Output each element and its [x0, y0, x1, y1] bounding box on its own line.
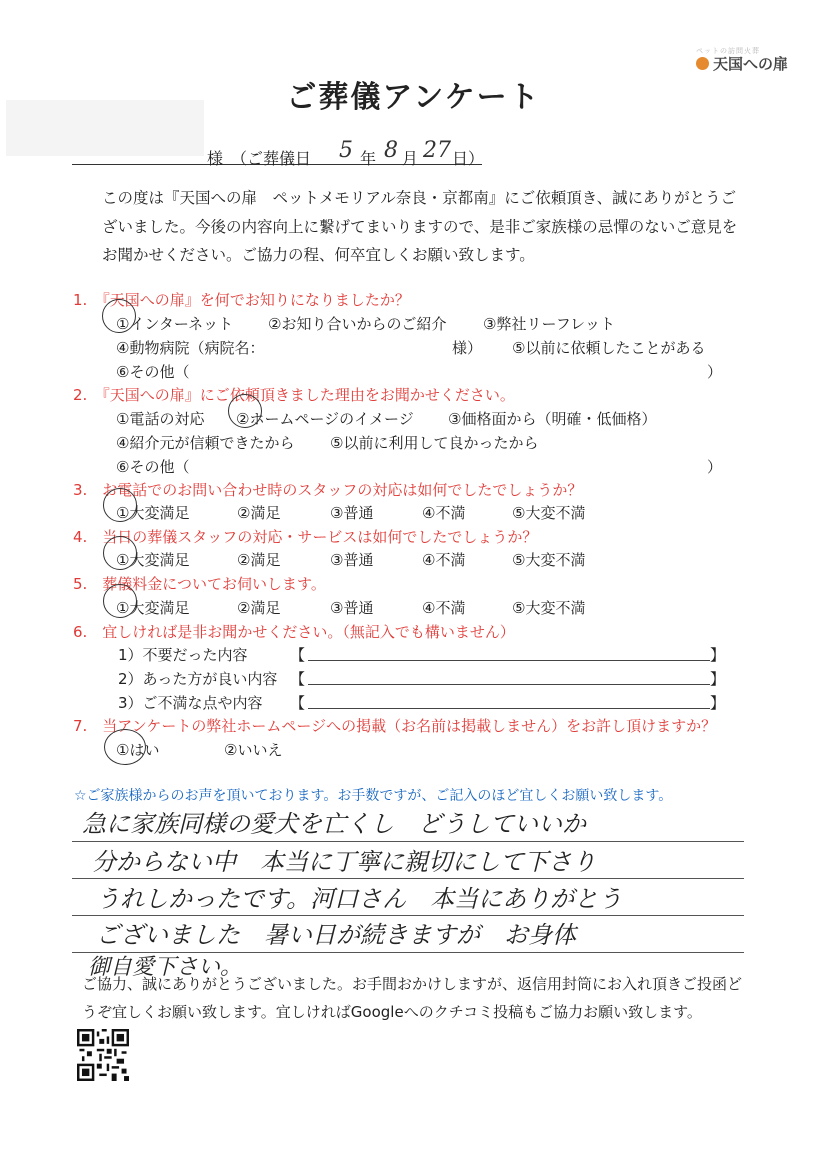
- footer-message: ご協力、誠にありがとうございました。お手間おかけしますが、返信用封筒にお入れ頂きご投函どうぞ宜しくお願い致します。宜しければGoogleへのクチコミ投稿もご協力お願い致します。: [82, 975, 743, 1021]
- q4-rating-satisfied[interactable]: ②満足: [237, 551, 281, 569]
- q2-other-close: ）: [707, 458, 723, 476]
- q3-rating-very-dissatisfied[interactable]: ⑤大変不満: [512, 504, 586, 522]
- question-6: 6. 宜しければ是非お聞かせください。（無記入でも構いません）: [73, 623, 515, 641]
- brand-logo: [696, 54, 788, 72]
- q1-other-close: ）: [707, 363, 723, 381]
- q3-rating-dissatisfied[interactable]: ④不満: [422, 504, 466, 522]
- q2-option-trust[interactable]: ④紹介元が信頼できたから: [116, 434, 295, 452]
- q4-rating-dissatisfied[interactable]: ④不満: [422, 551, 466, 569]
- selected-circle-mark: [102, 299, 136, 333]
- selected-circle-mark: [103, 584, 137, 618]
- q4-rating-normal[interactable]: ③普通: [330, 551, 374, 569]
- q6-bracket-close: 】: [710, 670, 726, 688]
- question-5: 5. 葬儀料金についてお伺いします。: [73, 575, 326, 593]
- q3-rating-normal[interactable]: ③普通: [330, 504, 374, 522]
- question-7: 7. 当アンケートの弊社ホームページへの掲載（お名前は掲載しません）をお許し頂けますか？: [73, 717, 717, 735]
- q6-bracket-open: 【: [290, 646, 306, 664]
- q5-rating-satisfied[interactable]: ②満足: [237, 599, 281, 617]
- q7-option-yes[interactable]: ①はい: [116, 741, 160, 759]
- question-4: 4. 当日の葬儀スタッフの対応・サービスは如何でしたでしょうか？: [73, 528, 538, 546]
- q3-rating-satisfied[interactable]: ②満足: [237, 504, 281, 522]
- brand-tagline: ペットの訪問火葬: [696, 47, 760, 55]
- comment-prompt: ☆ご家族様からのお声を頂いております。お手数ですが、ご記入のほど宜しくお願い致します。: [74, 788, 673, 804]
- question-2: 2. 『天国への扉』にご依頼頂きました理由をお聞かせください。: [73, 386, 515, 404]
- q7-option-no[interactable]: ②いいえ: [224, 741, 283, 759]
- q2-option-price[interactable]: ③価格面から（明確・低価格）: [448, 410, 657, 428]
- date-day-unit: 日）: [452, 149, 485, 168]
- customer-label: 様 （ご葬儀日: [207, 149, 312, 168]
- q5-rating-dissatisfied[interactable]: ④不満: [422, 599, 466, 617]
- qr-code: [77, 1029, 129, 1081]
- date-day: 27: [423, 138, 451, 163]
- date-year-unit: 年: [360, 149, 377, 168]
- q2-option-other[interactable]: ⑥その他（: [116, 458, 190, 476]
- q1-option-repeat[interactable]: ⑤以前に依頼したことがある: [512, 339, 706, 357]
- q6-bracket-open: 【: [290, 694, 306, 712]
- q6-bracket-open: 【: [290, 670, 306, 688]
- comment-line-1: 急に家族同様の愛犬を亡くし どうしていいか: [82, 810, 586, 838]
- q5-rating-very-dissatisfied[interactable]: ⑤大変不満: [512, 599, 586, 617]
- brand-name: 天国への扉: [713, 54, 789, 73]
- q2-option-previous[interactable]: ⑤以前に利用して良かったから: [330, 434, 539, 452]
- question-1: 1. 『天国への扉』を何でお知りになりましたか？: [73, 291, 410, 309]
- redacted-name: [6, 100, 204, 156]
- q1-option-other[interactable]: ⑥その他（: [116, 363, 190, 381]
- date-month: 8: [384, 138, 398, 163]
- q2-option-phone[interactable]: ①電話の対応: [116, 410, 205, 428]
- q2-option-website[interactable]: ②ホームページのイメージ: [236, 410, 414, 428]
- date-month-unit: 月: [402, 149, 419, 168]
- selected-circle-mark: [103, 536, 137, 570]
- flame-icon: [696, 57, 709, 70]
- selected-circle-mark: [228, 394, 262, 428]
- q6-complaint-field[interactable]: [308, 708, 710, 709]
- intro-paragraph: この度は『天国への扉 ペットメモリアル奈良・京都南』にご依頼頂き、誠にありがとうございました。今後の内容向上に繋げてまいりますので、是非ご家族様の忌憚のないご意見をお聞かせください。ご協力の程、何卒宜しくお願い致します。: [102, 189, 738, 264]
- q6-bracket-close: 】: [710, 694, 726, 712]
- q6-complaint-label: 3）ご不満な点や内容: [118, 694, 263, 712]
- q6-unneeded-label: 1）不要だった内容: [118, 646, 248, 664]
- q1-option-internet[interactable]: ①インターネット: [116, 315, 234, 333]
- selected-circle-mark: [103, 488, 137, 522]
- q1-vet-suffix: 様）: [452, 339, 483, 357]
- q1-option-referral[interactable]: ②お知り合いからのご紹介: [268, 315, 447, 333]
- date-year: 5: [339, 138, 353, 163]
- q5-rating-normal[interactable]: ③普通: [330, 599, 374, 617]
- q6-unneeded-field[interactable]: [308, 660, 710, 661]
- q4-rating-very-dissatisfied[interactable]: ⑤大変不満: [512, 551, 586, 569]
- q6-wanted-field[interactable]: [308, 684, 710, 685]
- q6-bracket-close: 】: [710, 646, 726, 664]
- comment-line-5: 御自愛下さい。: [88, 955, 243, 980]
- q3-rating-very-satisfied[interactable]: ①大変満足: [116, 504, 190, 522]
- q4-rating-very-satisfied[interactable]: ①大変満足: [116, 551, 190, 569]
- q5-rating-very-satisfied[interactable]: ①大変満足: [116, 599, 190, 617]
- question-3: 3. お電話でのお問い合わせ時のスタッフの対応は如何でしたでしょうか？: [73, 481, 583, 499]
- comment-line-3: うれしかったです。河口さん 本当にありがとう: [96, 885, 623, 913]
- q6-wanted-label: 2）あった方が良い内容: [118, 670, 278, 688]
- page-title: ご葬儀アンケート: [286, 80, 541, 115]
- comment-line-2: 分からない中 本当に丁寧に親切にして下さり: [92, 848, 596, 876]
- comment-line-4: ございました 暑い日が続きますが お身体: [96, 921, 576, 949]
- q1-option-vet[interactable]: ④動物病院（病院名：: [116, 339, 265, 357]
- selected-circle-mark: [104, 729, 146, 765]
- q1-option-leaflet[interactable]: ③弊社リーフレット: [483, 315, 615, 333]
